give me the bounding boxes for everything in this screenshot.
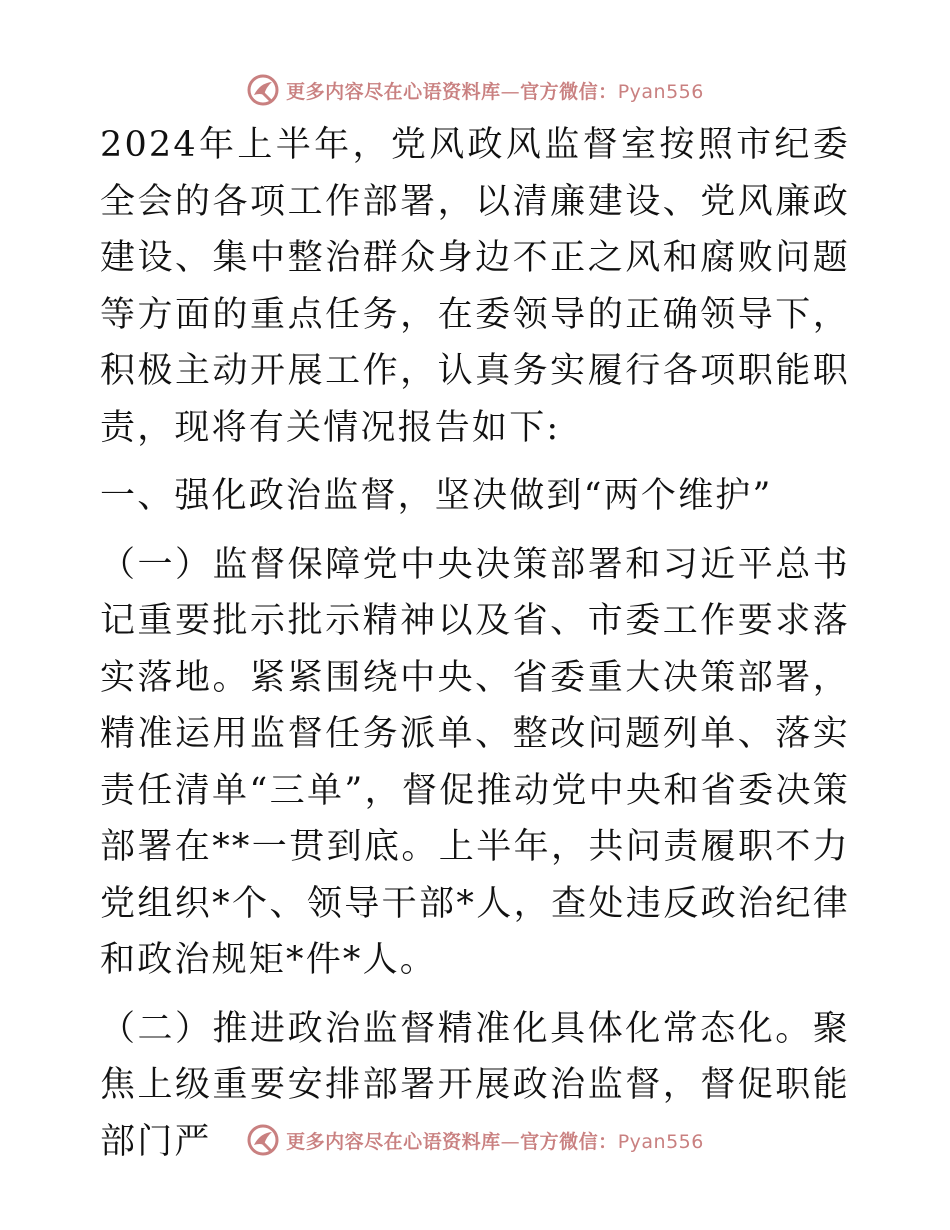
watermark-footer xyxy=(0,1120,950,1160)
watermark-header xyxy=(0,70,950,110)
watermark-account: Pyan556 xyxy=(617,1130,704,1153)
document-body xyxy=(100,117,850,1170)
subsection-paragraph-1: （一）监督保障党中央决策部署和习近平总书记重要批示批示精神以及省、市委工作要求落实落地。紧紧围绕中央、省委重大决策部署，精准运用监督任务派单、整改问题列单、落实责任清单“三单”，督促推动党中央和省委决策部署在**一贯到底。上半年，共问责履职不力党组织*个、领导干部*人，查处违反政治纪律和政治规矩*件*人。 xyxy=(100,544,850,980)
brand-logo-icon xyxy=(246,1123,280,1157)
watermark-account: Pyan556 xyxy=(617,80,704,103)
intro-paragraph: 2024年上半年，党风政风监督室按照市纪委全会的各项工作部署，以清廉建设、党风廉政建设、集中整治群众身边不正之风和腐败问题等方面的重点任务，在委领导的正确领导下，积极主动开展工作，认真务实履行各项职能职责，现将有关情况报告如下: xyxy=(100,125,850,448)
watermark-text: 更多内容尽在心语资料库—官方微信：Pyan556 xyxy=(286,1130,704,1153)
brand-logo-icon xyxy=(246,73,280,107)
watermark-text: 更多内容尽在心语资料库—官方微信：Pyan556 xyxy=(286,80,704,103)
subsection-paragraph-2: （二）推进政治监督精准化具体化常态化。聚焦上级重要安排部署开展政治监督，督促职能部门严 xyxy=(100,1008,850,1162)
section-heading-1: 一、强化政治监督，坚决做到“两个维护” xyxy=(100,476,773,516)
